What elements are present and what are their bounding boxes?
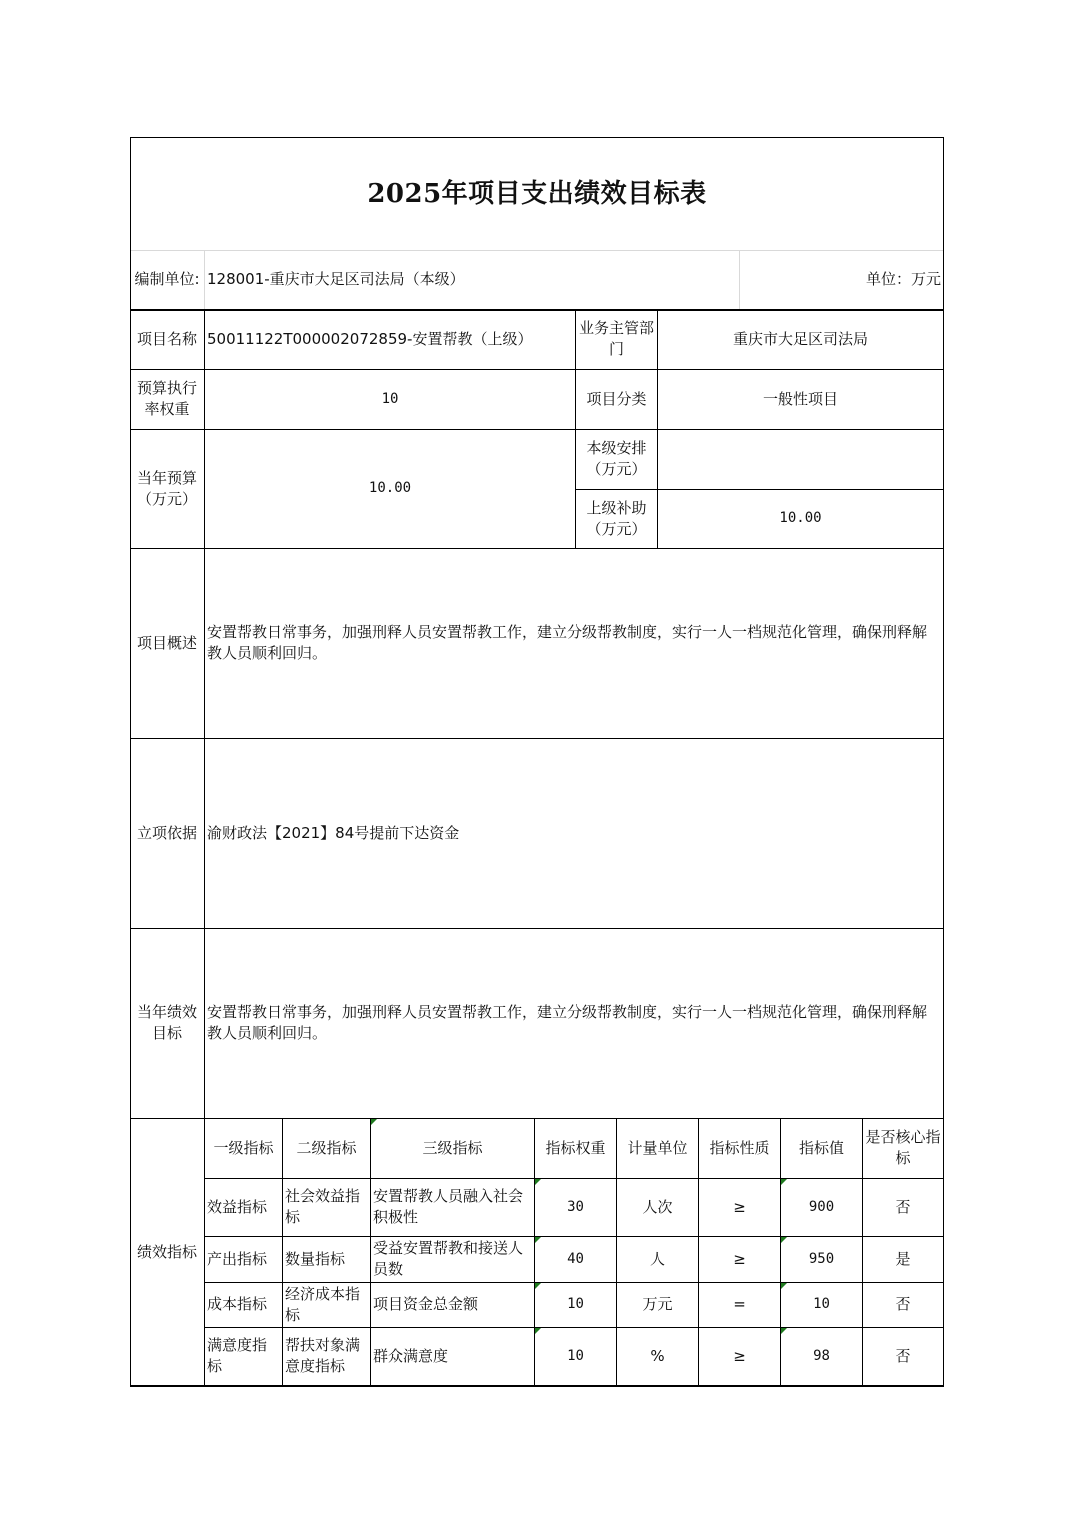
- basis-value: 渝财政法【2021】84号提前下达资金: [207, 823, 460, 842]
- category-label: 项目分类: [586, 389, 647, 408]
- local-funding-value: [658, 429, 943, 489]
- dept-value: 重庆市大足区司法局: [732, 329, 868, 348]
- project-name-label: 项目名称: [136, 329, 197, 348]
- rule-right: [943, 137, 944, 1387]
- table-row-core: 否: [895, 1346, 911, 1365]
- page-title: 2025年项目支出绩效目标表: [367, 178, 707, 209]
- budget-value: 10.00: [368, 480, 412, 496]
- org-value: 128001-重庆市大足区司法局（本级）: [207, 270, 465, 288]
- indicators-label: 绩效指标: [136, 1242, 197, 1261]
- weight-label: 预算执行率权重: [136, 379, 197, 418]
- table-row-weight: 30: [567, 1198, 584, 1215]
- table-row-nature: ≥: [733, 1197, 746, 1216]
- rule-bottom: [130, 1385, 944, 1387]
- table-row-nature: ≥: [733, 1346, 746, 1365]
- table-row-level1: 产出指标: [207, 1249, 268, 1268]
- table-row-value: 10: [813, 1296, 830, 1312]
- table-row-nature: =: [733, 1295, 746, 1313]
- table-row-level3: 安置帮教人员融入社会积极性: [373, 1187, 524, 1226]
- table-row-value: 900: [808, 1198, 835, 1215]
- table-row-unit: %: [650, 1346, 665, 1365]
- table-row-core: 否: [895, 1197, 911, 1216]
- table-row-level1: 成本指标: [207, 1295, 268, 1313]
- category-value: 一般性项目: [762, 389, 838, 408]
- unit-label: 单位：万元: [865, 270, 941, 288]
- project-name-value: 50011122T000002072859-安置帮教（上级）: [207, 329, 533, 348]
- table-row-weight: 10: [567, 1347, 584, 1364]
- table-row-level2: 经济成本指标: [285, 1284, 361, 1324]
- table-row-unit: 人次: [642, 1197, 673, 1216]
- table-row-level3: 受益安置帮教和接送人员数: [373, 1239, 524, 1278]
- goal-value: 安置帮教日常事务，加强刑释人员安置帮教工作，建立分级帮教制度，实行一人一档规范化管理，确保刑释解教人员顺利回归。: [207, 1003, 928, 1042]
- header-value: 指标值: [798, 1138, 844, 1157]
- header-core: 是否核心指标: [865, 1128, 941, 1167]
- table-row-level2: 帮扶对象满意度指标: [285, 1336, 361, 1375]
- table-row-level2: 社会效益指标: [285, 1187, 361, 1226]
- table-row-level3: 群众满意度: [373, 1346, 449, 1365]
- dept-label: 业务主管部门: [578, 319, 654, 358]
- weight-value: 10: [381, 390, 399, 407]
- header-weight: 指标权重: [545, 1138, 606, 1157]
- budget-label: 当年预算（万元）: [136, 468, 197, 508]
- upper-subsidy-value: 10.00: [779, 510, 822, 526]
- performance-target-table: [130, 137, 944, 1387]
- table-row-unit: 万元: [642, 1295, 673, 1313]
- overview-value: 安置帮教日常事务，加强刑释人员安置帮教工作，建立分级帮教制度，实行一人一档规范化管理，确保刑释解教人员顺利回归。: [207, 623, 928, 662]
- table-row-value: 98: [813, 1347, 830, 1364]
- table-row-level1: 满意度指标: [207, 1336, 268, 1375]
- org-label: 编制单位:: [134, 270, 200, 288]
- header-nature: 指标性质: [709, 1138, 770, 1157]
- table-row-value: 950: [808, 1250, 835, 1267]
- header-unit: 计量单位: [627, 1138, 688, 1157]
- header-level3: 三级指标: [422, 1138, 483, 1157]
- table-row-weight: 40: [567, 1250, 584, 1267]
- table-row-level2: 数量指标: [285, 1249, 346, 1268]
- overview-label: 项目概述: [136, 633, 197, 652]
- table-row-unit: 人: [649, 1249, 665, 1268]
- table-row-nature: ≥: [733, 1249, 746, 1268]
- header-level1: 一级指标: [213, 1138, 274, 1157]
- upper-subsidy-label: 上级补助（万元）: [586, 498, 647, 538]
- header-level2: 二级指标: [296, 1138, 357, 1157]
- table-row-level1: 效益指标: [207, 1197, 268, 1216]
- local-funding-label: 本级安排（万元）: [586, 439, 647, 478]
- basis-label: 立项依据: [136, 823, 197, 842]
- table-row-weight: 10: [567, 1296, 584, 1312]
- table-row-core: 否: [895, 1295, 911, 1313]
- table-row-level3: 项目资金总金额: [373, 1295, 479, 1313]
- table-row-core: 是: [895, 1249, 911, 1268]
- goal-label: 当年绩效目标: [136, 1003, 197, 1042]
